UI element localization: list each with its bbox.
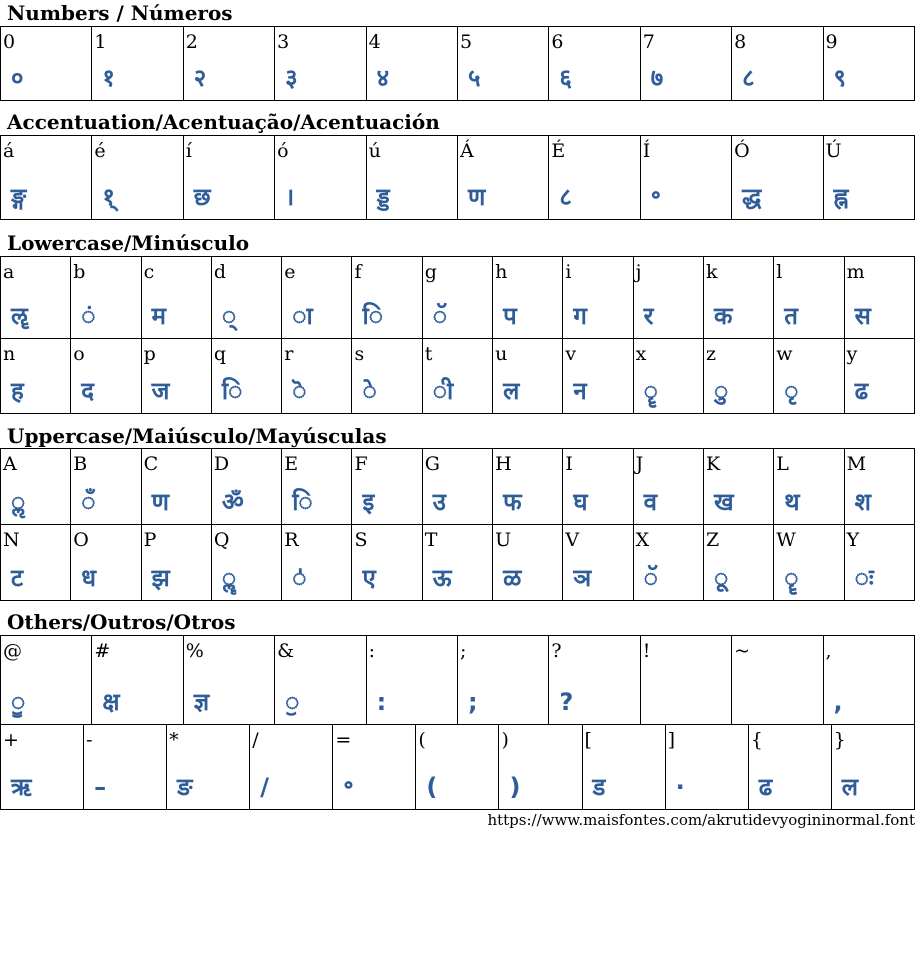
glyph-cell — [366, 136, 457, 220]
key-label: E — [284, 453, 299, 475]
glyph-sample: ा — [292, 302, 313, 330]
glyph-cell — [352, 525, 422, 601]
glyph-cell — [499, 725, 582, 810]
glyph-sample: ५ — [467, 64, 481, 92]
glyph-sample: ञ — [573, 564, 592, 592]
glyph-sample: ड — [592, 773, 606, 801]
glyph-cell — [275, 636, 366, 725]
glyph-sample: छ — [193, 183, 211, 211]
key-label: @ — [3, 640, 22, 662]
glyph-cell — [774, 257, 844, 339]
lowercase-grid — [0, 256, 915, 414]
glyph-cell — [703, 525, 773, 601]
glyph-cell — [141, 525, 211, 601]
glyph-sample: ं — [81, 302, 96, 330]
glyph-sample: ॆ — [292, 377, 307, 405]
glyph-sample: ए — [362, 564, 376, 592]
key-label: 2 — [185, 31, 198, 53]
key-label: ó — [277, 140, 289, 162]
glyph-cell — [1, 636, 92, 725]
key-label: J — [635, 453, 644, 475]
key-label: - — [86, 729, 93, 751]
glyph-sample: ऺ — [292, 564, 307, 592]
glyph-sample: त — [784, 302, 798, 330]
key-label: w — [776, 343, 793, 365]
glyph-sample: इ — [362, 488, 375, 516]
glyph-sample: ळ — [503, 564, 522, 592]
glyph-cell — [493, 449, 563, 525]
glyph-cell — [416, 725, 499, 810]
glyph-sample: ३ — [285, 64, 298, 92]
glyph-sample: ढ — [854, 377, 869, 405]
glyph-sample: ) — [509, 773, 521, 801]
key-label: [ — [584, 729, 592, 751]
glyph-sample: ॰ — [343, 773, 354, 801]
glyph-cell — [422, 449, 492, 525]
glyph-sample: ६ — [559, 64, 572, 92]
key-label: S — [354, 529, 368, 551]
key-label: * — [169, 729, 179, 751]
glyph-sample: र — [643, 302, 654, 330]
glyph-cell — [563, 449, 633, 525]
glyph-cell — [549, 27, 640, 101]
key-label: ! — [642, 640, 651, 662]
glyph-sample: म — [151, 302, 166, 330]
key-label: & — [277, 640, 295, 662]
glyph-cell — [774, 339, 844, 414]
glyph-cell — [549, 136, 640, 220]
section-title-others: Others/Outros/Otros — [7, 610, 236, 634]
glyph-sample: ॐ — [221, 488, 244, 516]
glyph-sample: व — [643, 488, 658, 516]
glyph-sample: ः — [854, 564, 874, 592]
glyph-cell — [831, 725, 914, 810]
glyph-cell — [71, 525, 141, 601]
key-label: C — [143, 453, 159, 475]
glyph-sample: ॗ — [11, 688, 26, 716]
glyph-sample: ड्ड — [376, 183, 390, 211]
glyph-cell — [823, 136, 914, 220]
key-label: + — [3, 729, 19, 751]
glyph-sample: ७ — [650, 64, 664, 92]
glyph-sample: ग — [573, 302, 587, 330]
glyph-cell — [71, 339, 141, 414]
glyph-sample: ॄ — [784, 564, 799, 592]
key-label: : — [368, 640, 375, 662]
glyph-sample: ल — [841, 773, 859, 801]
glyph-sample: ज — [151, 377, 170, 405]
key-label: s — [354, 343, 365, 365]
glyph-cell — [167, 725, 250, 810]
glyph-sample: – — [94, 773, 107, 801]
key-label: L — [776, 453, 789, 475]
key-label: I — [565, 453, 573, 475]
key-label: a — [3, 261, 15, 283]
numbers-grid — [0, 26, 915, 101]
key-label: R — [284, 529, 299, 551]
glyph-sample: द्ध — [742, 183, 762, 211]
glyph-cell — [352, 339, 422, 414]
key-label: ú — [368, 140, 381, 162]
accentuation-grid — [0, 135, 915, 220]
glyph-cell — [183, 636, 274, 725]
glyph-cell — [141, 257, 211, 339]
glyph-cell — [457, 27, 548, 101]
key-label: H — [495, 453, 512, 475]
glyph-sample: ॖ — [285, 688, 300, 716]
glyph-cell — [665, 725, 748, 810]
glyph-cell — [732, 636, 823, 725]
glyph-sample: स — [854, 302, 871, 330]
glyph-cell — [211, 525, 281, 601]
key-label: , — [825, 640, 832, 662]
key-label: / — [252, 729, 259, 751]
glyph-cell — [141, 449, 211, 525]
glyph-cell — [563, 525, 633, 601]
glyph-sample: द — [81, 377, 95, 405]
glyph-sample: ४ — [376, 64, 390, 92]
glyph-cell — [563, 257, 633, 339]
glyph-sample: न — [573, 377, 587, 405]
key-label: 9 — [825, 31, 838, 53]
key-label: ) — [501, 729, 509, 751]
glyph-sample: ८ — [559, 183, 572, 211]
key-label: h — [495, 261, 508, 283]
glyph-cell — [275, 136, 366, 220]
section-title-lowercase: Lowercase/Minúsculo — [7, 231, 250, 255]
glyph-cell — [333, 725, 416, 810]
glyph-sample: ु — [713, 377, 729, 405]
glyph-sample: ॅ — [643, 564, 658, 592]
glyph-cell — [92, 636, 183, 725]
key-label: 3 — [277, 31, 290, 53]
glyph-sample: ण — [151, 488, 169, 516]
key-label: Z — [705, 529, 720, 551]
key-label: A — [3, 453, 17, 475]
glyph-sample: ; — [467, 688, 478, 716]
glyph-sample: प — [503, 302, 517, 330]
glyph-cell — [366, 27, 457, 101]
glyph-cell — [183, 27, 274, 101]
glyph-sample: ट — [11, 564, 24, 592]
glyph-cell — [211, 257, 281, 339]
key-label: y — [846, 343, 858, 365]
glyph-sample: ० — [11, 64, 24, 92]
glyph-cell — [275, 27, 366, 101]
glyph-cell — [457, 136, 548, 220]
glyph-sample: ी — [432, 377, 454, 405]
glyph-cell — [250, 725, 333, 810]
glyph-sample: ॄ — [643, 377, 658, 405]
glyph-cell — [71, 449, 141, 525]
glyph-cell — [823, 27, 914, 101]
glyph-sample: क — [713, 302, 733, 330]
glyph-sample: २ — [193, 64, 207, 92]
glyph-sample: , — [833, 688, 843, 716]
glyph-cell — [183, 136, 274, 220]
glyph-cell — [457, 636, 548, 725]
key-label: U — [495, 529, 512, 551]
glyph-sample: ऊ — [432, 564, 452, 592]
key-label: u — [495, 343, 508, 365]
glyph-cell — [422, 339, 492, 414]
glyph-sample: ि — [221, 377, 243, 405]
key-label: c — [143, 261, 155, 283]
glyph-sample: १् — [102, 183, 115, 211]
glyph-cell — [774, 449, 844, 525]
glyph-sample: · — [675, 773, 685, 801]
glyph-cell — [549, 636, 640, 725]
key-label: M — [846, 453, 867, 475]
glyph-sample: ि — [362, 302, 383, 330]
glyph-cell — [563, 339, 633, 414]
glyph-sample: थ — [784, 488, 800, 516]
glyph-cell — [282, 525, 352, 601]
glyph-sample: ( — [426, 773, 438, 801]
key-label: n — [3, 343, 16, 365]
key-label: N — [3, 529, 20, 551]
glyph-cell — [71, 257, 141, 339]
key-label: D — [213, 453, 230, 475]
others-grid-row-1 — [0, 635, 915, 725]
glyph-cell — [422, 525, 492, 601]
key-label: B — [73, 453, 88, 475]
glyph-sample: े — [362, 377, 377, 405]
key-label: ] — [667, 729, 676, 751]
glyph-sample: ॣ — [221, 564, 237, 592]
glyph-cell — [582, 725, 665, 810]
key-label: 5 — [459, 31, 473, 53]
key-label: z — [705, 343, 716, 365]
glyph-sample: ख — [713, 488, 734, 516]
glyph-sample: ू — [713, 564, 729, 592]
glyph-cell — [640, 636, 731, 725]
glyph-cell — [282, 449, 352, 525]
glyph-sample: ि — [292, 488, 313, 516]
glyph-cell — [493, 525, 563, 601]
glyph-sample: ण — [467, 183, 486, 211]
key-label: K — [705, 453, 721, 475]
key-label: í — [185, 140, 192, 162]
glyph-sample: ँ — [81, 488, 96, 516]
glyph-cell — [92, 27, 183, 101]
key-label: é — [94, 140, 106, 162]
key-label: Ú — [825, 140, 842, 162]
glyph-cell — [633, 339, 703, 414]
glyph-cell — [211, 339, 281, 414]
glyph-cell — [703, 339, 773, 414]
key-label: ? — [551, 640, 562, 662]
glyph-cell — [366, 636, 457, 725]
section-title-accentuation: Accentuation/Acentuação/Acentuación — [7, 110, 440, 134]
glyph-cell — [633, 525, 703, 601]
key-label: É — [551, 140, 566, 162]
glyph-cell — [703, 257, 773, 339]
key-label: m — [846, 261, 865, 283]
glyph-sample: । — [285, 183, 295, 211]
key-label: o — [73, 343, 85, 365]
glyph-cell — [282, 339, 352, 414]
key-label: ( — [418, 729, 426, 751]
glyph-cell — [141, 339, 211, 414]
glyph-cell — [1, 136, 92, 220]
section-title-numbers: Numbers / Números — [7, 1, 233, 25]
glyph-cell — [748, 725, 831, 810]
key-label: { — [750, 729, 763, 751]
glyph-sample: ॡ — [11, 302, 28, 330]
key-label: Í — [642, 140, 651, 162]
glyph-cell — [633, 449, 703, 525]
glyph-cell — [1, 339, 71, 414]
key-label: j — [635, 261, 642, 283]
glyph-sample: ८ — [742, 64, 755, 92]
glyph-sample: श — [854, 488, 871, 516]
glyph-cell — [844, 449, 914, 525]
uppercase-grid — [0, 448, 915, 601]
glyph-sample: ॰ — [650, 183, 661, 211]
key-label: ; — [459, 640, 467, 662]
key-label: 7 — [642, 31, 655, 53]
glyph-cell — [1, 27, 92, 101]
key-label: Q — [213, 529, 230, 551]
key-label: l — [776, 261, 783, 283]
key-label: Y — [846, 529, 860, 551]
glyph-cell — [92, 136, 183, 220]
key-label: t — [424, 343, 433, 365]
glyph-sample: ज्ञ — [193, 688, 210, 716]
glyph-sample: घ — [573, 488, 588, 516]
glyph-cell — [640, 27, 731, 101]
glyph-sample: ह — [11, 377, 24, 405]
key-label: v — [565, 343, 577, 365]
others-grid-row-2 — [0, 724, 915, 810]
glyph-cell — [633, 257, 703, 339]
key-label: 4 — [368, 31, 381, 53]
glyph-cell — [640, 136, 731, 220]
key-label: V — [565, 529, 580, 551]
glyph-cell — [703, 449, 773, 525]
glyph-cell — [352, 449, 422, 525]
glyph-sample: ह्न — [833, 183, 849, 211]
glyph-sample: ९ — [833, 64, 846, 92]
glyph-sample: १ — [102, 64, 115, 92]
glyph-sample: ल — [503, 377, 520, 405]
key-label: T — [424, 529, 438, 551]
key-label: b — [73, 261, 86, 283]
glyph-sample: उ — [432, 488, 446, 516]
key-label: } — [833, 729, 846, 751]
key-label: x — [635, 343, 647, 365]
glyph-cell — [823, 636, 914, 725]
key-label: g — [424, 261, 437, 283]
glyph-sample: ् — [221, 302, 237, 330]
key-label: f — [354, 261, 362, 283]
glyph-cell — [493, 339, 563, 414]
key-label: q — [213, 343, 227, 365]
key-label: O — [73, 529, 89, 551]
glyph-sample: : — [376, 688, 387, 716]
key-label: F — [354, 453, 368, 475]
glyph-sample: ॅ — [432, 302, 448, 330]
glyph-cell — [1, 449, 71, 525]
glyph-cell — [844, 525, 914, 601]
source-url: https://www.maisfontes.com/akrutidevyogininormal.font — [487, 811, 915, 829]
key-label: i — [565, 261, 572, 283]
key-label: W — [776, 529, 796, 551]
key-label: # — [94, 640, 111, 662]
key-label: á — [3, 140, 15, 162]
key-label: G — [424, 453, 440, 475]
key-label: r — [284, 343, 294, 365]
glyph-cell — [84, 725, 167, 810]
key-label: 6 — [551, 31, 564, 53]
glyph-cell — [844, 339, 914, 414]
glyph-cell — [844, 257, 914, 339]
glyph-sample: ङ — [177, 773, 193, 801]
key-label: p — [143, 343, 156, 365]
glyph-sample: ऋ — [11, 773, 32, 801]
key-label: e — [284, 261, 296, 283]
key-label: = — [335, 729, 352, 751]
key-label: Ó — [734, 140, 750, 162]
section-title-uppercase: Uppercase/Maiúsculo/Mayúsculas — [7, 424, 387, 448]
glyph-cell — [1, 525, 71, 601]
glyph-cell — [422, 257, 492, 339]
key-label: 0 — [3, 31, 16, 53]
key-label: ~ — [734, 640, 751, 662]
key-label: P — [143, 529, 157, 551]
glyph-cell — [1, 257, 71, 339]
glyph-sample: ङ्ग — [11, 183, 27, 211]
glyph-cell — [732, 136, 823, 220]
key-label: k — [705, 261, 718, 283]
glyph-sample: फ — [503, 488, 522, 516]
glyph-cell — [774, 525, 844, 601]
glyph-sample: / — [260, 773, 269, 801]
glyph-sample: ॢ — [11, 488, 26, 516]
glyph-sample: ध — [81, 564, 97, 592]
glyph-sample: झ — [151, 564, 170, 592]
glyph-cell — [493, 257, 563, 339]
key-label: 8 — [734, 31, 747, 53]
key-label: X — [635, 529, 650, 551]
glyph-cell — [732, 27, 823, 101]
glyph-cell — [211, 449, 281, 525]
key-label: d — [213, 261, 227, 283]
glyph-sample: क्ष — [102, 688, 120, 716]
key-label: 1 — [94, 31, 107, 53]
glyph-cell — [282, 257, 352, 339]
glyph-sample: ? — [559, 688, 574, 716]
key-label: Á — [459, 140, 474, 162]
glyph-cell — [1, 725, 84, 810]
key-label: % — [185, 640, 204, 662]
glyph-sample: ृ — [784, 377, 799, 405]
glyph-sample: ढ — [758, 773, 773, 801]
glyph-cell — [352, 257, 422, 339]
